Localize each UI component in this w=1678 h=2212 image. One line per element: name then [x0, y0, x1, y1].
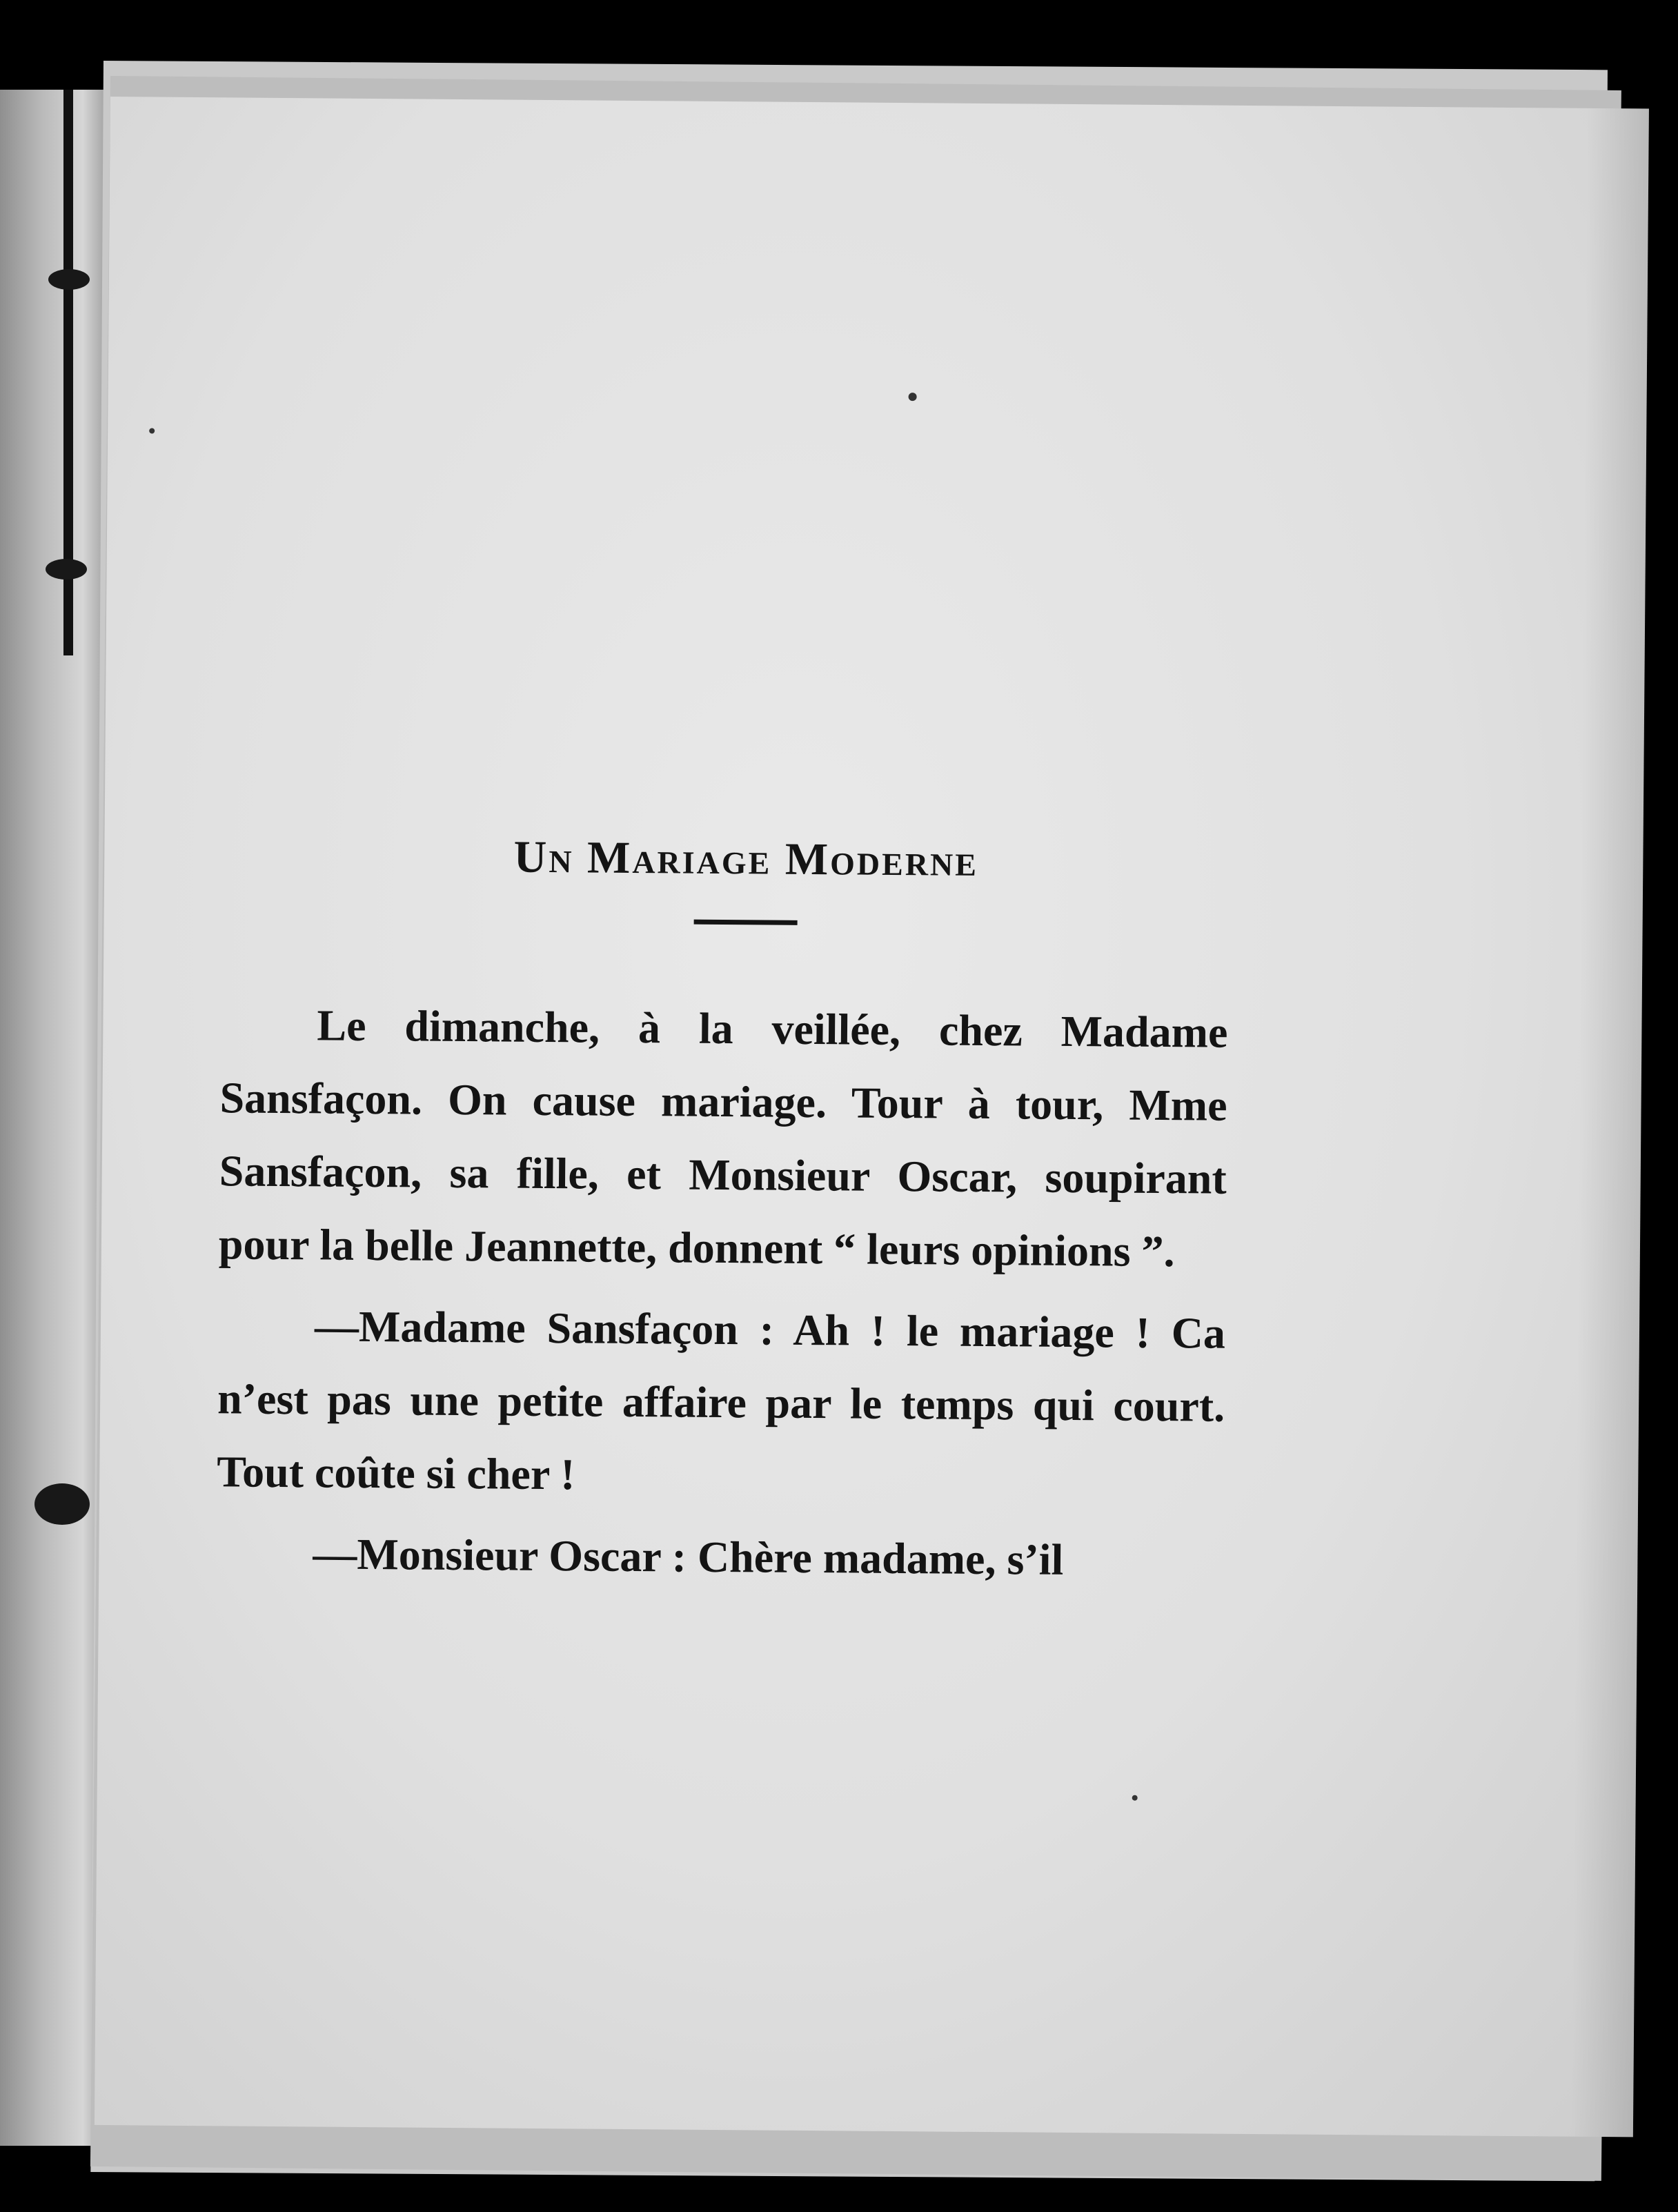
- chapter-title: Un Mariage Moderne: [513, 831, 979, 886]
- page-text: [216, 829, 1230, 1597]
- paragraph: —Monsieur Oscar : Chère madame, s’il: [313, 1529, 1064, 1584]
- paper-speck: [149, 428, 155, 433]
- facing-page-edge: [0, 90, 103, 2146]
- title-rule: [694, 920, 798, 925]
- book-page: [95, 97, 1649, 2137]
- binding-stitch: [48, 269, 90, 290]
- binding-stitch: [46, 559, 87, 580]
- paragraph: Le dimanche, à la veillée, chez Madame Sansfaçon. On cause mariage. Tour à tour, Mme Sansfaçon, sa fille, et Monsieur Oscar, soupirant pour la belle Jeannette, donnent “ leurs opinions ”.: [218, 1000, 1228, 1276]
- paper-speck: [909, 393, 917, 401]
- paper-speck: [1132, 1795, 1138, 1801]
- paragraph: —Madame Sansfaçon : Ah ! le mariage ! Ca n’est pas une petite affaire par le temps qui court. Tout coûte si cher !: [217, 1301, 1226, 1499]
- binding-stitch: [34, 1483, 90, 1525]
